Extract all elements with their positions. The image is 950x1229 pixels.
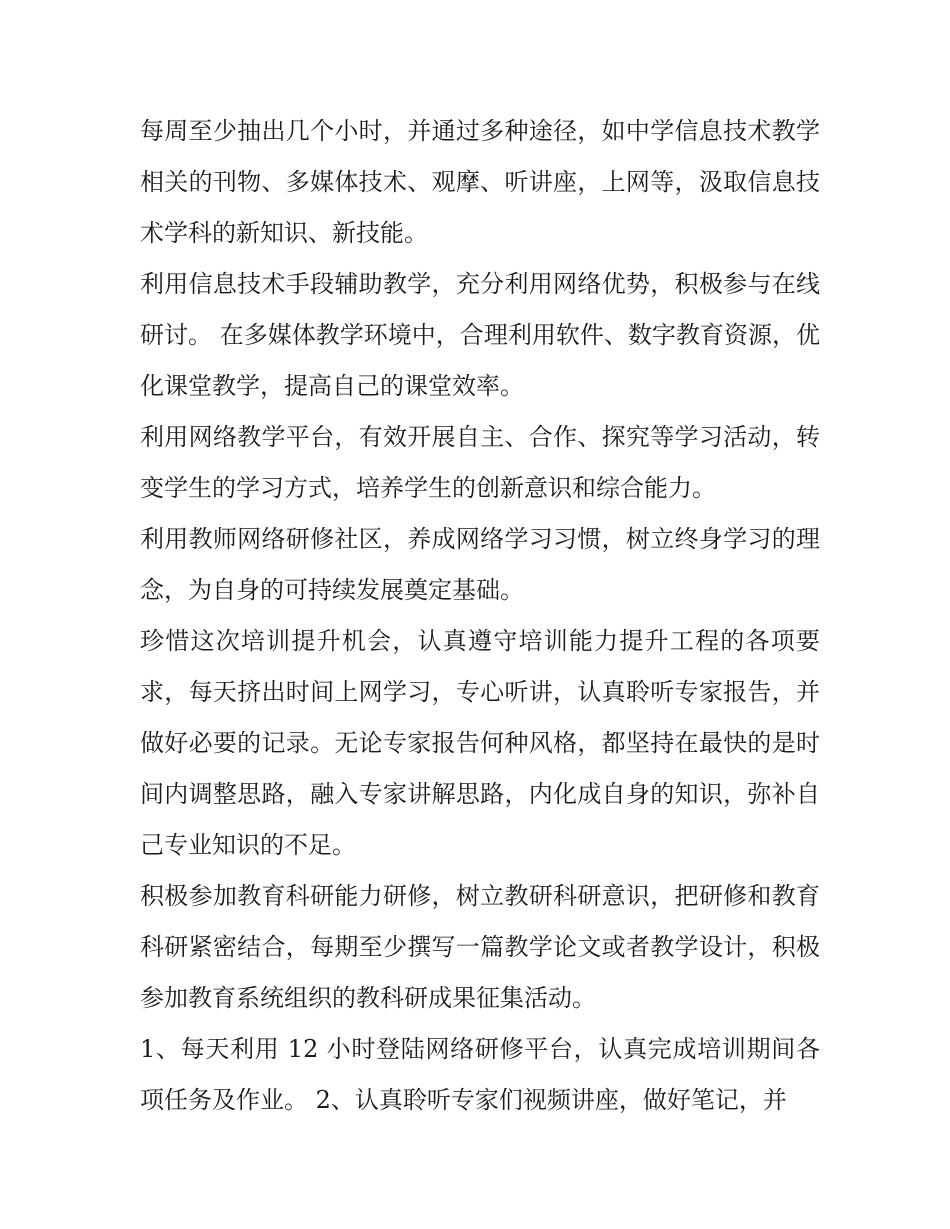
paragraph-online-research-teaching: 利用信息技术手段辅助教学，充分利用网络优势，积极参与在线研讨。 在多媒体教学环境中，合理利用软件、数字教育资源，优化课堂教学，提高自己的课堂效率。 bbox=[140, 270, 820, 400]
paragraph-education-research: 积极参加教育科研能力研修，树立教研科研意识，把研修和教育科研紧密结合，每期至少撰写一篇教学论文或者教学设计，积极参加教育系统组织的教科研成果征集活动。 bbox=[140, 882, 820, 1012]
paragraph-network-teaching-platform: 利用网络教学平台，有效开展自主、合作、探究等学习活动，转变学生的学习方式，培养学生的创新意识和综合能力。 bbox=[140, 423, 820, 502]
document-body bbox=[140, 106, 820, 1126]
paragraph-training-opportunity: 珍惜这次培训提升机会，认真遵守培训能力提升工程的各项要求，每天挤出时间上网学习，专心听讲，认真聆听专家报告，并做好必要的记录。无论专家报告何种风格，都坚持在最快的是时间内调整思路，融入专家讲解思路，内化成自身的知识，弥补自己专业知识的不足。 bbox=[140, 627, 820, 859]
paragraph-information-technology-learning: 每周至少抽出几个小时，并通过多种途径，如中学信息技术教学相关的刊物、多媒体技术、观摩、听讲座，上网等，汲取信息技术学科的新知识、新技能。 bbox=[140, 117, 820, 247]
paragraph-teacher-research-community: 利用教师网络研修社区，养成网络学习习惯，树立终身学习的理念，为自身的可持续发展奠定基础。 bbox=[140, 525, 820, 604]
paragraph-daily-plan: 1、每天利用 12 小时登陆网络研修平台，认真完成培训期间各项任务及作业。 2、认真聆听专家们视频讲座，做好笔记，并 bbox=[140, 1035, 820, 1114]
